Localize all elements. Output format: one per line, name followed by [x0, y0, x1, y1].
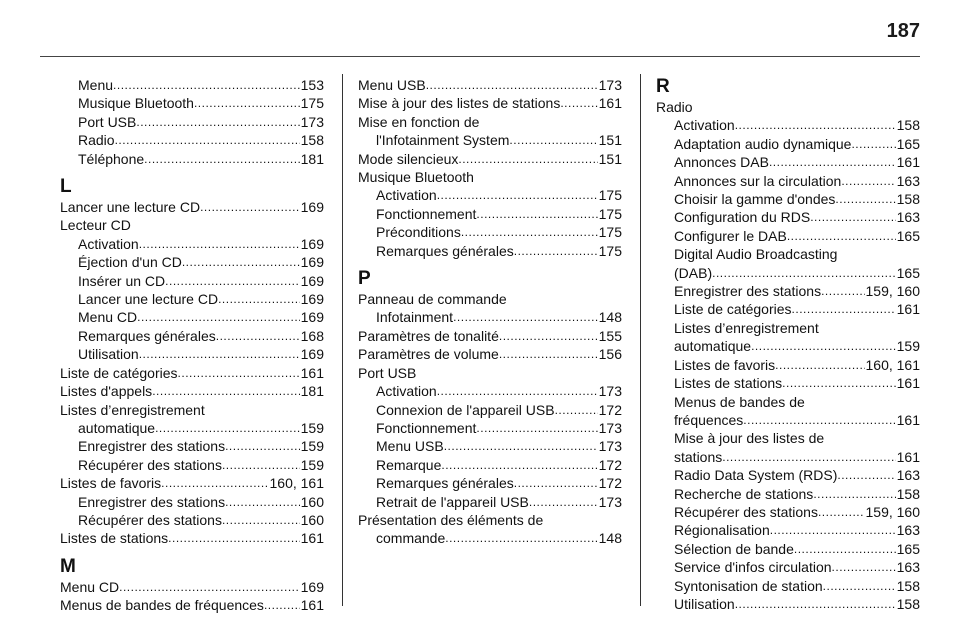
index-entry	[656, 300, 920, 318]
index-entry-pages: 160	[300, 493, 324, 510]
index-entry-pages: 172	[598, 475, 622, 492]
dot-leader	[751, 337, 896, 355]
index-entry-term: commande	[376, 530, 446, 547]
dot-leader	[514, 474, 598, 492]
index-entry	[358, 327, 622, 345]
dot-leader	[735, 116, 896, 134]
index-entry-term: Recherche de stations	[674, 485, 814, 502]
index-entry	[358, 223, 622, 241]
index-entry-term: Menu	[78, 77, 114, 93]
index-entry	[358, 205, 622, 223]
index-entry-term: stations	[674, 448, 723, 465]
index-entry-term: Récupérer des stations	[78, 511, 222, 528]
index-entry-term: Téléphone	[78, 150, 145, 167]
index-entry-term: Port USB	[78, 113, 137, 130]
index-entry-pages: 159	[300, 419, 324, 436]
dot-leader	[218, 290, 300, 308]
index-entry-term: Musique Bluetooth	[78, 95, 194, 112]
dot-leader	[113, 76, 300, 94]
index-entry	[656, 337, 920, 355]
index-entry-pages: 158	[896, 595, 920, 612]
index-entry	[60, 272, 324, 290]
index-entry-term: Paramètres de tonalité	[358, 327, 499, 344]
dot-leader	[837, 466, 895, 484]
index-entry-term: automatique	[674, 338, 752, 355]
dot-leader	[426, 76, 598, 94]
index-entry-pages: 163	[896, 209, 920, 226]
index-entry-pages: 158	[896, 577, 920, 594]
index-group-heading: Mise en fonction de	[358, 113, 480, 130]
index-group-heading: Mise à jour des listes de	[674, 430, 825, 447]
index-entry-pages: 173	[300, 113, 324, 130]
index-entry-term: automatique	[78, 419, 156, 436]
index-entry-pages: 168	[300, 327, 324, 344]
index-entry	[60, 131, 324, 149]
index-entry-pages: 163	[896, 559, 920, 576]
index-entry-pages: 181	[300, 150, 324, 167]
index-entry-term: Remarques générales	[376, 475, 514, 492]
index-entry	[60, 456, 324, 474]
index-letter-heading: L	[60, 176, 72, 198]
dot-leader	[115, 131, 300, 149]
index-entry-pages: 165	[896, 264, 920, 281]
index-entry-pages: 158	[300, 132, 324, 149]
index-entry	[656, 190, 920, 208]
index-entry-term: Choisir la gamme d'ondes	[674, 191, 836, 208]
dot-leader	[225, 493, 300, 511]
index-entry	[358, 131, 622, 149]
index-entry	[60, 578, 324, 596]
index-entry-pages: 165	[896, 540, 920, 557]
index-entry-pages: 159	[896, 338, 920, 355]
index-entry-term: Radio Data System (RDS)	[674, 467, 838, 484]
index-entry-pages: 169	[300, 272, 324, 289]
header-rule	[40, 56, 920, 57]
index-entry	[60, 290, 324, 308]
index-entry-term: Listes de favoris	[60, 475, 162, 492]
index-entry-term: Préconditions	[376, 224, 461, 241]
index-column-2	[358, 76, 622, 548]
index-entry-pages: 175	[300, 95, 324, 112]
index-column-3	[656, 76, 920, 613]
index-entry-term: Enregistrer des stations	[78, 493, 226, 510]
index-entry	[60, 345, 324, 363]
index-entry-pages: 169	[300, 346, 324, 363]
index-entry	[60, 113, 324, 131]
dot-leader	[841, 172, 895, 190]
index-group-heading: Digital Audio Broadcasting	[674, 246, 838, 263]
index-entry	[60, 198, 324, 216]
index-entry-pages: 165	[896, 227, 920, 244]
dot-leader	[851, 135, 895, 153]
dot-leader	[775, 356, 864, 374]
index-entry	[656, 356, 920, 374]
index-entry	[656, 466, 920, 484]
index-entry-term: Listes d'appels	[60, 383, 153, 400]
index-entry-term: Syntonisation de station	[674, 577, 823, 594]
index-entry	[60, 437, 324, 455]
index-group-heading: Listes d’enregistrement	[674, 319, 819, 336]
index-entry-term: Lancer une lecture CD	[78, 291, 219, 308]
index-entry	[656, 172, 920, 190]
index-entry	[656, 558, 920, 576]
index-entry-term: Radio	[78, 132, 115, 149]
index-entry	[60, 529, 324, 547]
index-entry-term: Activation	[376, 383, 437, 400]
index-entry-term: Activation	[376, 187, 437, 204]
index-entry-pages: 169	[300, 291, 324, 308]
dot-leader	[832, 558, 896, 576]
index-entry-pages: 173	[598, 77, 622, 93]
index-entry-term: Insérer un CD	[78, 272, 166, 289]
dot-leader	[444, 437, 598, 455]
index-entry	[60, 150, 324, 168]
index-entry-pages: 159	[300, 438, 324, 455]
dot-leader	[560, 94, 597, 112]
index-entry-term: Liste de catégories	[674, 301, 792, 318]
dot-leader	[165, 272, 299, 290]
index-entry	[358, 419, 622, 437]
index-entry-pages: 163	[896, 172, 920, 189]
dot-leader	[441, 456, 597, 474]
index-entry	[656, 595, 920, 613]
index-entry	[358, 493, 622, 511]
index-entry	[60, 308, 324, 326]
index-entry	[358, 345, 622, 363]
index-entry	[656, 153, 920, 171]
index-entry-pages: 161	[896, 301, 920, 318]
index-entry-term: Adaptation audio dynamique	[674, 135, 852, 152]
dot-leader	[461, 223, 598, 241]
index-entry	[656, 282, 920, 300]
index-entry	[656, 227, 920, 245]
index-letter-heading: P	[358, 268, 371, 290]
index-entry-pages: 161	[300, 597, 324, 614]
index-entry	[60, 474, 324, 492]
index-entry-term: Récupérer des stations	[78, 456, 222, 473]
index-entry-term: Menu CD	[78, 309, 138, 326]
index-entry	[60, 419, 324, 437]
index-group-heading: Listes d’enregistrement	[60, 401, 205, 418]
dot-leader	[743, 411, 895, 429]
dot-leader	[476, 419, 597, 437]
index-entry-pages: 156	[598, 346, 622, 363]
dot-leader	[222, 456, 300, 474]
index-entry-pages: 160	[300, 511, 324, 528]
index-entry-pages: 169	[300, 235, 324, 252]
index-entry-pages: 161	[896, 154, 920, 171]
index-entry-pages: 169	[300, 254, 324, 271]
index-entry	[656, 264, 920, 282]
index-entry-pages: 163	[896, 467, 920, 484]
index-entry-term: Activation	[674, 117, 735, 134]
dot-leader	[445, 529, 597, 547]
index-entry	[358, 308, 622, 326]
dot-leader	[770, 521, 896, 539]
index-group-heading: Menus de bandes de	[674, 393, 805, 410]
index-entry	[358, 150, 622, 168]
index-entry	[358, 401, 622, 419]
index-entry-pages: 169	[300, 578, 324, 595]
index-entry-term: Menus de bandes de fréquences	[60, 597, 264, 614]
index-entry-pages: 173	[598, 438, 622, 455]
index-entry-term: Annonces sur la circulation	[674, 172, 842, 189]
index-entry-pages: 159, 160	[865, 283, 920, 300]
index-entry-term: Lancer une lecture CD	[60, 199, 201, 216]
index-entry	[60, 94, 324, 112]
index-entry	[358, 456, 622, 474]
index-entry	[60, 327, 324, 345]
index-entry-pages: 169	[300, 309, 324, 326]
index-entry-pages: 160, 161	[865, 356, 920, 373]
index-entry-term: Enregistrer des stations	[78, 438, 226, 455]
dot-leader	[194, 94, 300, 112]
index-entry-pages: 175	[598, 205, 622, 222]
dot-leader	[476, 205, 597, 223]
index-entry-term: Mode silencieux	[358, 150, 459, 167]
index-entry-pages: 175	[598, 187, 622, 204]
index-entry-pages: 161	[300, 364, 324, 381]
index-entry	[656, 521, 920, 539]
index-entry-pages: 173	[598, 383, 622, 400]
index-entry-pages: 153	[300, 77, 324, 93]
index-entry	[358, 186, 622, 204]
dot-leader	[821, 282, 864, 300]
index-entry-term: fréquences	[674, 411, 744, 428]
dot-leader	[139, 345, 300, 363]
index-entry-pages: 181	[300, 383, 324, 400]
index-entry-term: Régionalisation	[674, 522, 770, 539]
index-entry	[60, 364, 324, 382]
index-entry-pages: 161	[896, 411, 920, 428]
index-entry-pages: 163	[896, 522, 920, 539]
index-entry-term: Remarques générales	[376, 242, 514, 259]
index-entry-term: Fonctionnement	[376, 205, 477, 222]
index-entry	[358, 242, 622, 260]
index-entry-pages: 165	[896, 135, 920, 152]
dot-leader	[529, 493, 598, 511]
index-entry-pages: 160, 161	[269, 475, 324, 492]
dot-leader	[152, 382, 299, 400]
index-entry-term: Configurer le DAB	[674, 227, 787, 244]
dot-leader	[810, 208, 895, 226]
index-entry	[358, 529, 622, 547]
dot-leader	[499, 345, 598, 363]
index-entry	[60, 493, 324, 511]
index-entry-pages: 175	[598, 242, 622, 259]
index-entry-pages: 151	[598, 150, 622, 167]
index-entry-term: Récupérer des stations	[674, 503, 818, 520]
index-entry	[358, 382, 622, 400]
column-divider	[342, 74, 343, 606]
dot-leader	[178, 364, 300, 382]
index-entry-term: Paramètres de volume	[358, 346, 499, 363]
dot-leader	[264, 596, 300, 614]
index-entry-term: Listes de stations	[60, 530, 169, 547]
index-entry-term: Menu USB	[358, 77, 426, 93]
index-entry	[358, 437, 622, 455]
index-entry-pages: 151	[598, 132, 622, 149]
index-entry-pages: 159, 160	[865, 503, 920, 520]
index-group-heading: Panneau de commande	[358, 291, 507, 308]
index-entry-term: (DAB)	[674, 264, 713, 281]
index-entry-pages: 161	[300, 530, 324, 547]
index-entry-pages: 173	[598, 419, 622, 436]
index-entry-pages: 161	[896, 448, 920, 465]
dot-leader	[818, 503, 865, 521]
dot-leader	[499, 327, 598, 345]
dot-leader	[453, 308, 598, 326]
dot-leader	[769, 153, 896, 171]
index-entry-term: l'Infotainment System	[376, 132, 510, 149]
index-group-heading: Présentation des éléments de	[358, 511, 544, 528]
index-entry	[60, 235, 324, 253]
index-entry	[358, 474, 622, 492]
dot-leader	[458, 150, 597, 168]
dot-leader	[794, 540, 896, 558]
index-entry-pages: 172	[598, 401, 622, 418]
dot-leader	[823, 577, 896, 595]
dot-leader	[514, 242, 598, 260]
index-entry-pages: 155	[598, 327, 622, 344]
index-entry-term: Liste de catégories	[60, 364, 178, 381]
index-entry-pages: 175	[598, 224, 622, 241]
index-entry-term: Listes de favoris	[674, 356, 776, 373]
index-entry	[60, 382, 324, 400]
dot-leader	[555, 401, 598, 419]
index-entry-pages: 159	[300, 456, 324, 473]
dot-leader	[792, 300, 896, 318]
index-entry-term: Listes de stations	[674, 375, 783, 392]
index-entry-term: Activation	[78, 235, 139, 252]
dot-leader	[735, 595, 896, 613]
index-group-heading: Musique Bluetooth	[358, 169, 474, 186]
dot-leader	[200, 198, 300, 216]
index-entry-term: Éjection d'un CD	[78, 254, 182, 271]
index-entry-term: Utilisation	[78, 346, 139, 363]
index-group-heading: Radio	[656, 99, 693, 115]
index-entry	[60, 511, 324, 529]
index-entry	[656, 577, 920, 595]
index-entry-term: Infotainment	[376, 309, 454, 326]
index-entry-term: Mise à jour des listes de stations	[358, 95, 561, 112]
page-number: 187	[886, 20, 920, 42]
dot-leader	[139, 235, 300, 253]
index-entry-term: Sélection de bande	[674, 540, 794, 557]
index-entry	[656, 374, 920, 392]
index-entry-pages: 158	[896, 485, 920, 502]
index-entry-pages: 161	[598, 95, 622, 112]
index-entry	[656, 135, 920, 153]
index-entry-pages: 148	[598, 530, 622, 547]
dot-leader	[144, 150, 299, 168]
index-entry-term: Utilisation	[674, 595, 735, 612]
dot-leader	[182, 253, 300, 271]
index-entry	[656, 208, 920, 226]
index-entry-term: Remarques générales	[78, 327, 216, 344]
dot-leader	[161, 474, 268, 492]
index-entry	[60, 596, 324, 614]
index-entry-term: Fonctionnement	[376, 419, 477, 436]
dot-leader	[136, 113, 299, 131]
index-entry-pages: 158	[896, 191, 920, 208]
index-entry-pages: 148	[598, 309, 622, 326]
index-entry	[656, 503, 920, 521]
index-group-heading: Port USB	[358, 364, 417, 381]
dot-leader	[782, 374, 895, 392]
index-entry-term: Menu CD	[60, 578, 120, 595]
dot-leader	[437, 382, 598, 400]
index-entry-pages: 173	[598, 493, 622, 510]
index-entry-term: Menu USB	[376, 438, 444, 455]
index-entry	[358, 94, 622, 112]
dot-leader	[509, 131, 597, 149]
dot-leader	[137, 308, 300, 326]
dot-leader	[813, 485, 895, 503]
dot-leader	[437, 186, 598, 204]
index-entry	[60, 76, 324, 94]
index-letter-heading: R	[656, 76, 670, 97]
index-entry	[358, 76, 622, 94]
dot-leader	[835, 190, 895, 208]
index-entry-pages: 169	[300, 199, 324, 216]
index-entry	[656, 540, 920, 558]
index-entry-term: Configuration du RDS	[674, 209, 811, 226]
index-entry	[656, 485, 920, 503]
index-entry-term: Enregistrer des stations	[674, 283, 822, 300]
index-entry	[656, 411, 920, 429]
dot-leader	[155, 419, 300, 437]
index-entry-term: Annonces DAB	[674, 154, 769, 171]
index-letter-heading: M	[60, 555, 76, 577]
index-entry-pages: 158	[896, 117, 920, 134]
index-entry	[60, 253, 324, 271]
index-entry-term: Retrait de l'appareil USB	[376, 493, 529, 510]
dot-leader	[712, 264, 896, 282]
dot-leader	[225, 437, 300, 455]
index-entry-term: Remarque	[376, 456, 442, 473]
dot-leader	[722, 448, 895, 466]
column-divider	[640, 74, 641, 606]
dot-leader	[119, 578, 300, 596]
index-column-1	[60, 76, 324, 615]
index-entry-term: Service d'infos circulation	[674, 559, 832, 576]
dot-leader	[216, 327, 300, 345]
index-entry	[656, 116, 920, 134]
index-entry-pages: 161	[896, 375, 920, 392]
dot-leader	[787, 227, 896, 245]
dot-leader	[168, 529, 299, 547]
index-entry-term: Connexion de l'appareil USB	[376, 401, 555, 418]
dot-leader	[222, 511, 300, 529]
index-entry-pages: 172	[598, 456, 622, 473]
index-entry	[656, 448, 920, 466]
index-group-heading: Lecteur CD	[60, 217, 131, 234]
